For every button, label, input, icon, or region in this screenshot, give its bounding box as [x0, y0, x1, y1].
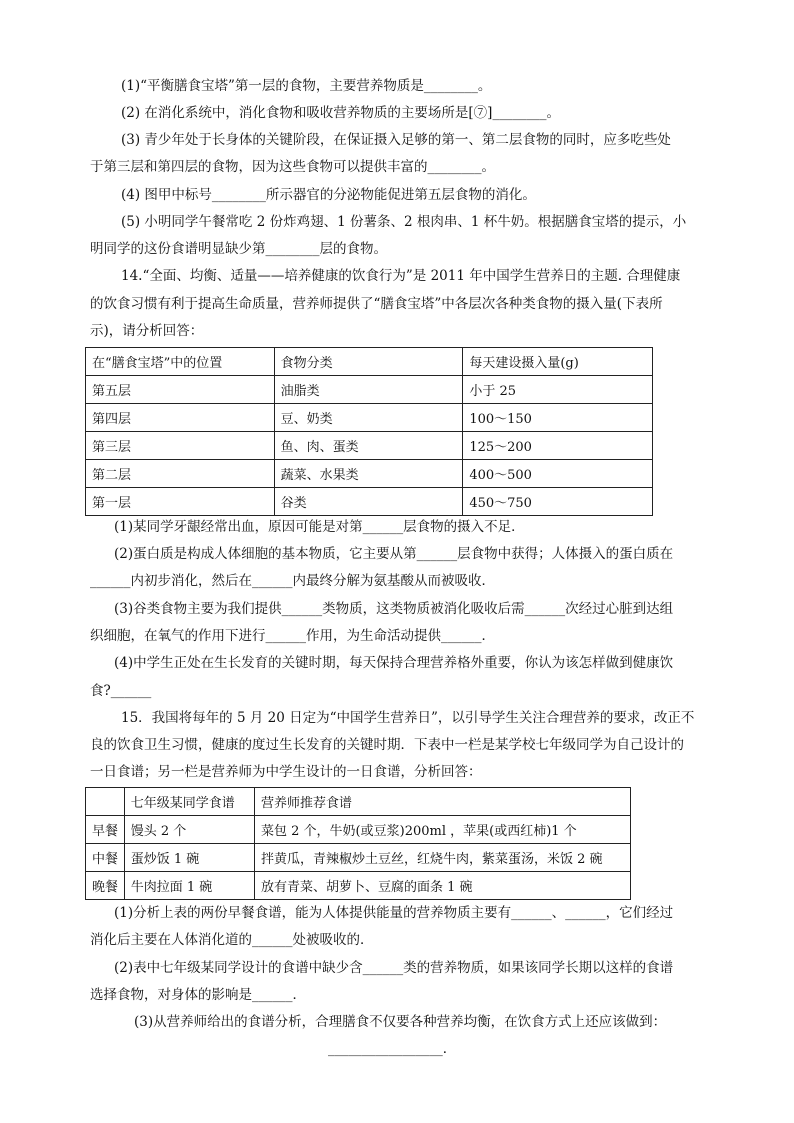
- q13-item-1: (1)“平衡膳食宝塔”第一层的食物，主要营养物质是________。: [121, 78, 492, 94]
- food-pyramid-table: [85, 347, 653, 516]
- table-cell: 100～150: [463, 404, 653, 432]
- q13-item-3-line1: (3) 青少年处于长身体的关键阶段，在保证摄入足够的第一、第二层食物的同时，应多吃些处: [121, 132, 671, 148]
- table-cell: 晚餐: [86, 872, 125, 900]
- table-cell: 牛肉拉面 1 碗: [124, 872, 254, 900]
- table-row: [86, 816, 631, 844]
- table-cell: 谷类: [274, 488, 463, 516]
- q13-item-4: (4) 图甲中标号________所示器官的分泌物能促进第五层食物的消化。: [121, 187, 536, 203]
- table-row: [86, 872, 631, 900]
- q14-item-4-line2: 食?______: [90, 683, 152, 699]
- q14-item-1: (1)某同学牙龈经常出血，原因可能是对第______层食物的摄入不足．: [114, 519, 525, 535]
- q14-intro-line2: 的饮食习惯有利于提高生命质量，营养师提供了“膳食宝塔”中各层次各种类食物的摄入量(下表所: [90, 296, 663, 312]
- table-header-row: [86, 348, 653, 376]
- table-cell: 第五层: [86, 376, 275, 404]
- table-cell: 菜包 2 个，牛奶(或豆浆)200ml ，苹果(或西红柿)1 个: [255, 816, 631, 844]
- table-header-row: [86, 788, 631, 816]
- q14-item-4-line1: (4)中学生正处在生长发育的关键时期，每天保持合理营养格外重要，你认为该怎样做到健康饮: [114, 655, 674, 671]
- q14-item-3-line1: (3)谷类食物主要为我们提供______类物质，这类物质被消化吸收后需______次经过心脏到达组: [114, 601, 674, 617]
- q15-intro-line1: 15．我国将每年的 5 月 20 日定为“中国学生营养日”，以引导学生关注合理营养的要求，改正不: [121, 710, 695, 726]
- q15-item-2-line1: (2)表中七年级某同学设计的食谱中缺少含______类的营养物质，如果该同学长期以这样的食谱: [114, 960, 674, 976]
- table-cell: 第二层: [86, 460, 275, 488]
- table-cell: 第三层: [86, 432, 275, 460]
- q14-item-3-line2: 织细胞，在氧气的作用下进行______作用，为生命活动提供______．: [90, 628, 495, 644]
- table-cell: 第四层: [86, 404, 275, 432]
- q15-item-1-line2: 消化后主要在人体消化道的______处被吸收的．: [90, 932, 374, 948]
- table-cell: 450～750: [463, 488, 653, 516]
- table-row: [86, 432, 653, 460]
- table-header-cell: 食物分类: [274, 348, 463, 376]
- table-header-cell: 在“膳食宝塔”中的位置: [86, 348, 275, 376]
- table-cell: 鱼、肉、蛋类: [274, 432, 463, 460]
- q15-item-3-line1: (3)从营养师给出的食谱分析，合理膳食不仅要各种营养均衡，在饮食方式上还应该做到：: [134, 1014, 667, 1030]
- q15-intro-line2: 良的饮食卫生习惯，健康的度过生长发育的关键时期．下表中一栏是某学校七年级同学为自己设计的: [90, 737, 684, 753]
- table-cell: 馒头 2 个: [124, 816, 254, 844]
- table-cell: 油脂类: [274, 376, 463, 404]
- table-row: [86, 844, 631, 872]
- table-header-cell: [86, 788, 125, 816]
- q13-item-5-line1: (5) 小明同学午餐常吃 2 份炸鸡翅、1 份薯条、2 根肉串、1 杯牛奶。根据膳食宝塔的提示，小: [121, 214, 687, 230]
- q14-intro-line1: 14.“全面、均衡、适量——培养健康的饮食行为”是 2011 年中国学生营养日的主题. 合理健康: [121, 268, 681, 284]
- table-cell: 小于 25: [463, 376, 653, 404]
- table-row: [86, 404, 653, 432]
- table-cell: 第一层: [86, 488, 275, 516]
- q15-item-2-line2: 选择食物，对身体的影响是______．: [90, 987, 306, 1003]
- table-row: [86, 376, 653, 404]
- q13-item-2: (2) 在消化系统中，消化食物和吸收营养物质的主要场所是[⑦]________。: [121, 105, 560, 121]
- table-cell: 早餐: [86, 816, 125, 844]
- q13-item-5-line2: 明同学的这份食谱明显缺少第________层的食物。: [90, 241, 387, 257]
- table-header-cell: 七年级某同学食谱: [124, 788, 254, 816]
- table-cell: 放有青菜、胡萝卜、豆腐的面条 1 碗: [255, 872, 631, 900]
- table-cell: 中餐: [86, 844, 125, 872]
- table-header-cell: 每天建设摄入量(g): [463, 348, 653, 376]
- q14-item-2-line2: ______内初步消化，然后在______内最终分解为氨基酸从而被吸收．: [90, 573, 495, 589]
- table-cell: 蛋炒饭 1 碗: [124, 844, 254, 872]
- q14-item-2-line1: (2)蛋白质是构成人体细胞的基本物质，它主要从第______层食物中获得；人体摄入的蛋白质在: [114, 546, 674, 562]
- table-header-cell: 营养师推荐食谱: [255, 788, 631, 816]
- table-cell: 125～200: [463, 432, 653, 460]
- table-cell: 蔬菜、水果类: [274, 460, 463, 488]
- table-cell: 400～500: [463, 460, 653, 488]
- q15-item-1-line1: (1)分析上表的两份早餐食谱，能为人体提供能量的营养物质主要有______、______，它们经过: [114, 905, 674, 921]
- table-cell: 豆、奶类: [274, 404, 463, 432]
- table-row: [86, 488, 653, 516]
- meal-plan-table: [85, 787, 631, 900]
- q15-intro-line3: 一日食谱；另一栏是营养师为中学生设计的一日食谱，分析回答：: [90, 764, 482, 780]
- q15-item-3-answer-blank: _________________．: [328, 1041, 457, 1057]
- table-cell: 拌黄瓜，青辣椒炒土豆丝，红烧牛肉，紫菜蛋汤，米饭 2 碗: [255, 844, 631, 872]
- q13-item-3-line2: 于第三层和第四层的食物，因为这些食物可以提供丰富的________。: [90, 159, 495, 175]
- table-row: [86, 460, 653, 488]
- q14-intro-line3: 示)，请分析回答：: [90, 323, 204, 339]
